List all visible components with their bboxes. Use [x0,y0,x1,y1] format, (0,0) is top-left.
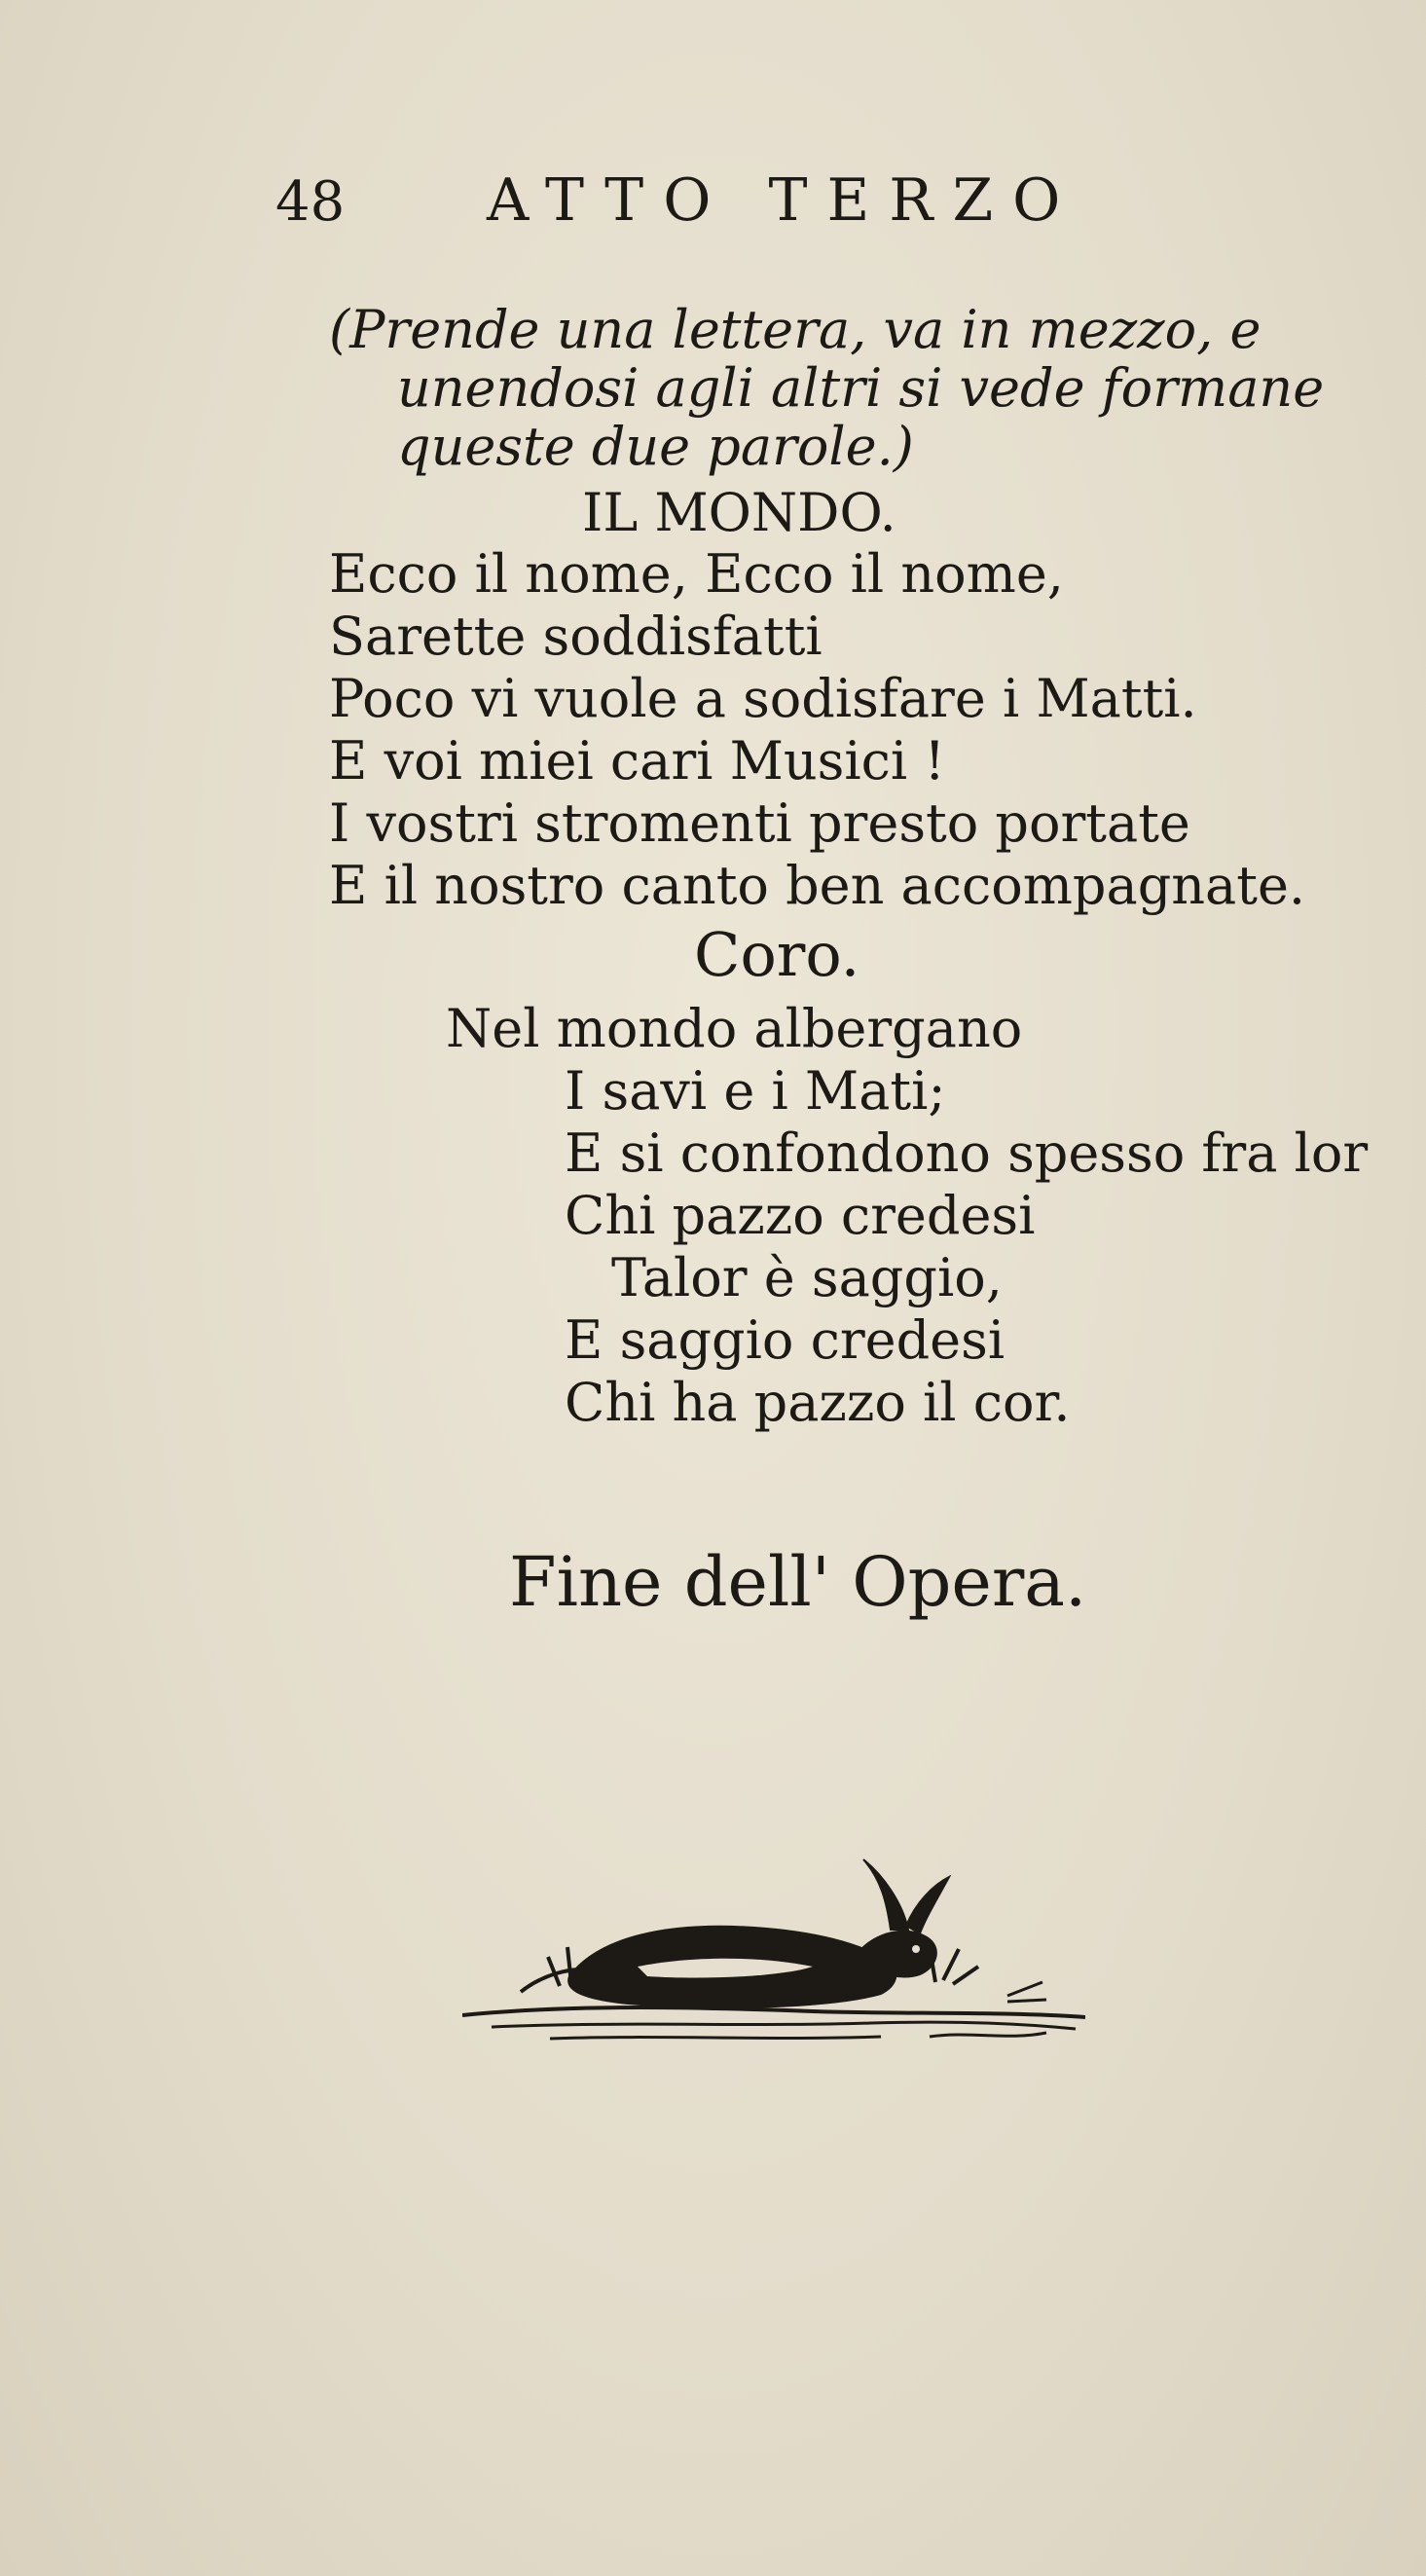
verse-line: E il nostro canto ben accompagnate. [329,855,1306,916]
page-number: 48 [275,170,346,234]
chorus-line: E si confondono spesso fra lor [565,1122,1369,1184]
verse-line: Sarette soddisfatti [329,606,823,667]
chorus-line: I savi e i Mati; [565,1060,946,1122]
chorus-line: E saggio credesi [565,1309,1006,1371]
closing-line: Fine dell' Opera. [509,1542,1087,1622]
stage-direction-line: unendosi agli altri si vede formane [397,357,1325,419]
verse-line: I vostri stromenti presto portate [329,792,1190,854]
running-head: ATTO TERZO [487,166,1080,235]
chorus-line: Chi ha pazzo il cor. [565,1372,1071,1433]
stage-direction-line: queste due parole.) [397,416,914,477]
speaker-name: IL MONDO. [582,482,896,543]
chorus-line: Chi pazzo credesi [565,1185,1036,1246]
chorus-line: Talor è saggio, [611,1247,1003,1308]
stage-direction-line: (Prende una lettera, va in mezzo, e [329,299,1261,360]
verse-line: E voi miei cari Musici ! [329,730,946,791]
chorus-heading: Coro. [694,919,860,990]
hare-woodcut-icon [462,1821,1085,2054]
verse-line: Poco vi vuole a sodisfare i Matti. [329,668,1197,729]
verse-line: Ecco il nome, Ecco il nome, [329,543,1064,605]
chorus-line: Nel mondo albergano [446,998,1023,1059]
